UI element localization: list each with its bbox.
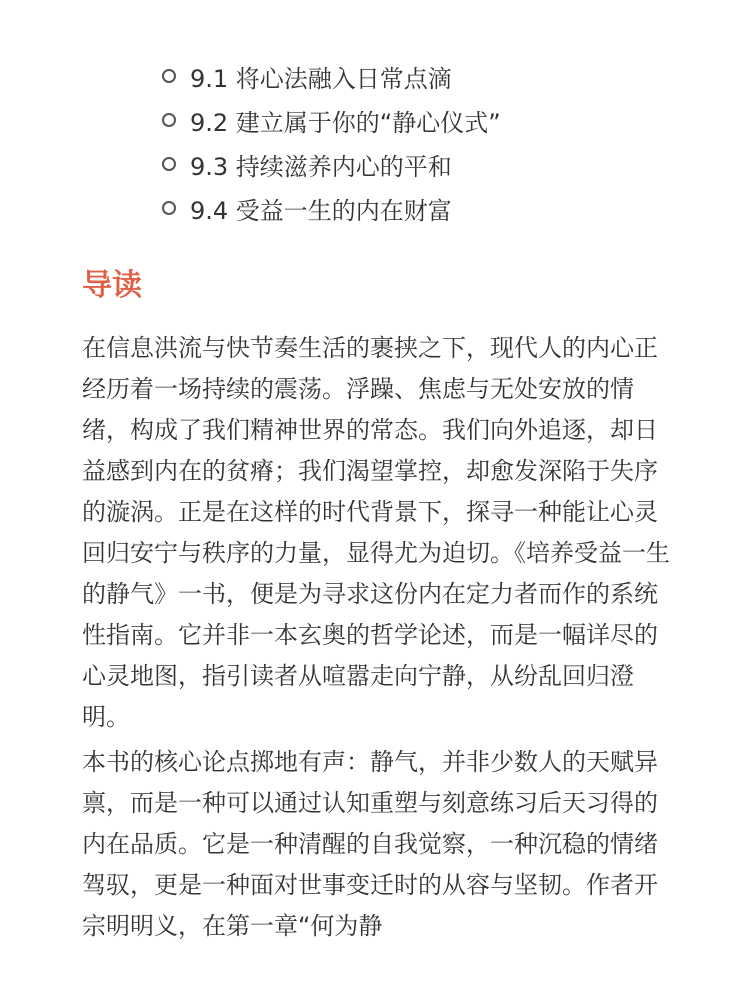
hollow-circle-bullet-icon [162, 201, 176, 215]
toc-item-9-4[interactable] [162, 186, 670, 230]
intro-paragraph-2: 本书的核心论点掷地有声：静气，并非少数人的天赋异禀，而是一种可以通过认知重塑与刻意练习后天习得的内在品质。它是一种清醒的自我觉察，一种沉稳的情绪驾驭，更是一种面对世事变迁时的从容与坚韧。作者开宗明明义，在第一章“何为静 [82, 748, 658, 940]
toc-item-9-1[interactable] [162, 54, 670, 98]
toc-item-9-3[interactable] [162, 142, 670, 186]
hollow-circle-bullet-icon [162, 69, 176, 83]
toc-item-label: 9.2 建立属于你的“静心仪式” [190, 108, 501, 137]
hollow-circle-bullet-icon [162, 113, 176, 127]
table-of-contents [82, 0, 670, 230]
hollow-circle-bullet-icon [162, 157, 176, 171]
toc-item-9-2[interactable] [162, 98, 670, 142]
intro-paragraph-1: 在信息洪流与快节奏生活的裹挟之下，现代人的内心正经历着一场持续的震荡。浮躁、焦虑与无处安放的情绪，构成了我们精神世界的常态。我们向外追逐，却日益感到内在的贫瘠；我们渴望掌控，却愈发深陷于失序的漩涡。正是在这样的时代背景下，探寻一种能让心灵回归安宁与秩序的力量，显得尤为迫切。《培养受益一生的静气》一书，便是为寻求这份内在定力者而作的系统性指南。它并非一本玄奥的哲学论述，而是一幅详尽的心灵地图，指引读者从喧嚣走向宁静，从纷乱回归澄明。 [82, 334, 670, 731]
toc-item-label: 9.4 受益一生的内在财富 [190, 196, 452, 225]
toc-item-label: 9.3 持续滋养内心的平和 [190, 152, 452, 181]
section-heading: 导读 [82, 268, 142, 303]
toc-item-label: 9.1 将心法融入日常点滴 [190, 64, 452, 93]
